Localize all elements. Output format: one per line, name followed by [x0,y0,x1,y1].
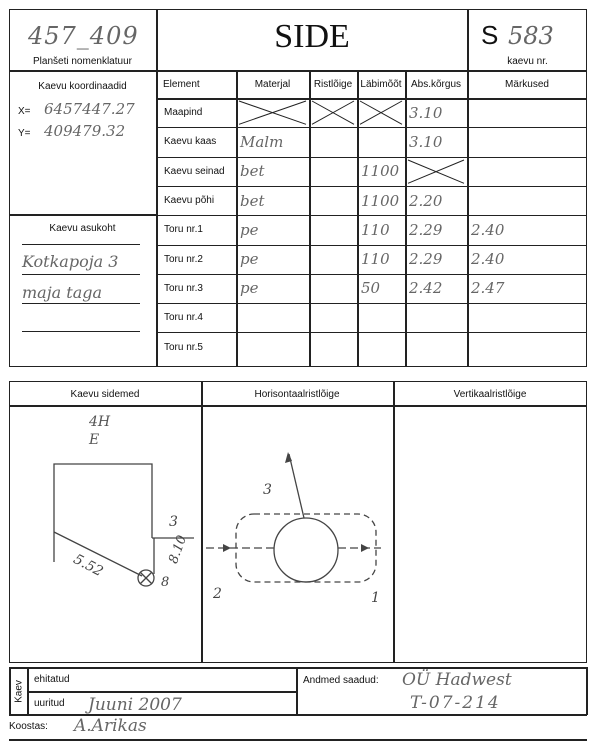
horizontal-cross-section [201,406,393,662]
table-cell-material: pe [240,279,259,298]
struck-cell-mark [309,98,357,127]
location-label: Kaevu asukoht [49,223,116,234]
table-cell-abs [409,332,465,361]
footer-row-line [27,691,296,693]
table-cell-cross [313,127,355,156]
compiled-bottom-line [9,739,587,741]
table-cell-material: bet [240,191,265,210]
table-cell-cross [313,274,355,303]
footer-side-label: Kaev [13,680,25,703]
table-cell-abs: 3.10 [409,103,443,122]
location-rule-3 [22,303,140,304]
coordinates-label: Kaevu koordinaadid [38,81,127,92]
table-cell-abs [409,303,465,332]
header-vline-1 [156,9,158,367]
y-label: Y= [18,128,31,139]
location-divider [9,214,156,216]
table-cell-material: bet [240,162,265,181]
compiled-value: A.Arikas [74,716,147,736]
sketch-col3-label: Vertikaalristlõige [453,389,527,400]
table-header-3: Läbimõõt [360,79,402,90]
building-label-2: E [89,432,100,448]
building-outline [54,464,152,562]
table-cell-notes [471,186,585,215]
table-cell-diameter: 110 [361,250,390,269]
table-cell-element: Maapind [164,107,203,119]
table-cell-cross [313,245,355,274]
pipe-2-label: 2 [213,586,222,602]
table-cell-element: Toru nr.4 [164,312,203,324]
data-source-label: Andmed saadud: [303,675,379,686]
table-cell-diameter [361,127,403,156]
table-cell-element: Toru nr.3 [164,282,203,294]
footer-left-vline [9,667,11,715]
table-cell-material: pe [240,220,259,239]
table-cell-cross [313,157,355,186]
footer-mid-vline [296,667,298,715]
table-cell-abs: 2.20 [409,191,443,210]
table-cell-notes [471,303,585,332]
struck-cell-mark [236,98,309,127]
table-cell-diameter [361,332,403,361]
table-cell-element: Kaevu kaas [164,136,217,148]
table-cell-element: Kaevu seinad [164,165,225,177]
table-cell-diameter [361,303,403,332]
struck-cell-mark [405,157,467,186]
table-cell-cross [313,332,355,361]
well-number-label: kaevu nr. [507,56,548,67]
table-cell-abs: 2.29 [409,220,443,239]
data-source-value-1: OÜ Hadwest [402,670,512,690]
table-cell-notes [471,98,585,127]
table-cell-notes [471,157,585,186]
table-cell-diameter: 1100 [361,191,400,210]
table-header-4: Abs.kõrgus [410,79,462,90]
table-cell-notes: 2.40 [471,250,505,269]
sketch-col1-label: Kaevu sidemed [70,389,140,400]
sketch-vline-2 [393,381,395,663]
table-cell-notes: 2.47 [471,279,505,298]
table-cell-abs: 2.42 [409,279,443,298]
table-header-5: Märkused [505,79,549,90]
x-label: X= [18,106,31,117]
table-cell-cross [313,215,355,244]
table-cell-abs: 2.29 [409,250,443,269]
footer-right-vline [586,667,588,715]
location-rule-1 [22,244,140,245]
table-cell-cross [313,303,355,332]
location-line-1: Kotkapoja 3 [22,252,119,271]
location-line-2: maja taga [22,283,103,302]
surveyed-label: uuritud [34,698,65,709]
nomenclature-label: Planšeti nomenklatuur [33,56,132,67]
pipe-1-arrow [361,544,369,552]
table-cell-notes: 2.40 [471,220,505,239]
y-value: 409479.32 [44,122,126,140]
well-prefix: S [481,20,499,50]
surveyed-value: Juuni 2007 [88,695,182,715]
compiled-label: Koostas: [9,721,48,732]
pipe-3-label: 3 [263,482,272,498]
table-cell-material: pe [240,250,259,269]
table-cell-diameter: 1100 [361,162,400,181]
building-label-1: 4H [89,414,111,430]
pipe-1-label: 1 [371,590,380,606]
table-cell-diameter: 50 [361,279,381,298]
table-cell-element: Toru nr.5 [164,341,203,353]
nomenclature-value: 457_409 [28,22,139,50]
dim-label-2: 5.52 [70,551,106,581]
table-header-0: Element [163,79,200,90]
table-vline [405,71,407,367]
table-header-1: Materjal [254,79,291,90]
table-cell-diameter: 110 [361,220,390,239]
data-source-value-2: T-07-214 [410,693,501,713]
location-rule-4 [22,331,140,332]
pipe-2-arrow [223,544,231,552]
dim-label-3: 8.10 [166,533,191,566]
table-cell-element: Kaevu põhi [164,195,215,207]
sketch-col2-label: Horisontaalristlõige [254,389,340,400]
table-cell-element: Toru nr.2 [164,253,203,265]
table-cell-abs: 3.10 [409,132,443,151]
footer-top-line [9,667,587,669]
built-label: ehitatud [34,674,70,685]
location-rule-2 [22,274,140,275]
table-cell-material [240,332,307,361]
form-title: SIDE [274,18,350,55]
well-circle [274,518,338,582]
dim-label-4: 8 [161,575,170,590]
pipe-3-line [289,454,304,518]
table-cell-notes [471,127,585,156]
table-cell-cross [313,186,355,215]
table-cell-material [240,303,307,332]
table-header-2: Ristlõige [313,79,353,90]
x-value: 6457447.27 [44,100,135,118]
well-number: 583 [508,22,554,50]
table-cell-material: Malm [240,132,284,151]
well-connection-sketch [9,406,201,662]
table-cell-element: Toru nr.1 [164,224,203,236]
struck-cell-mark [357,98,405,127]
table-cell-notes [471,332,585,361]
dim-label-1: 3 [169,514,178,530]
